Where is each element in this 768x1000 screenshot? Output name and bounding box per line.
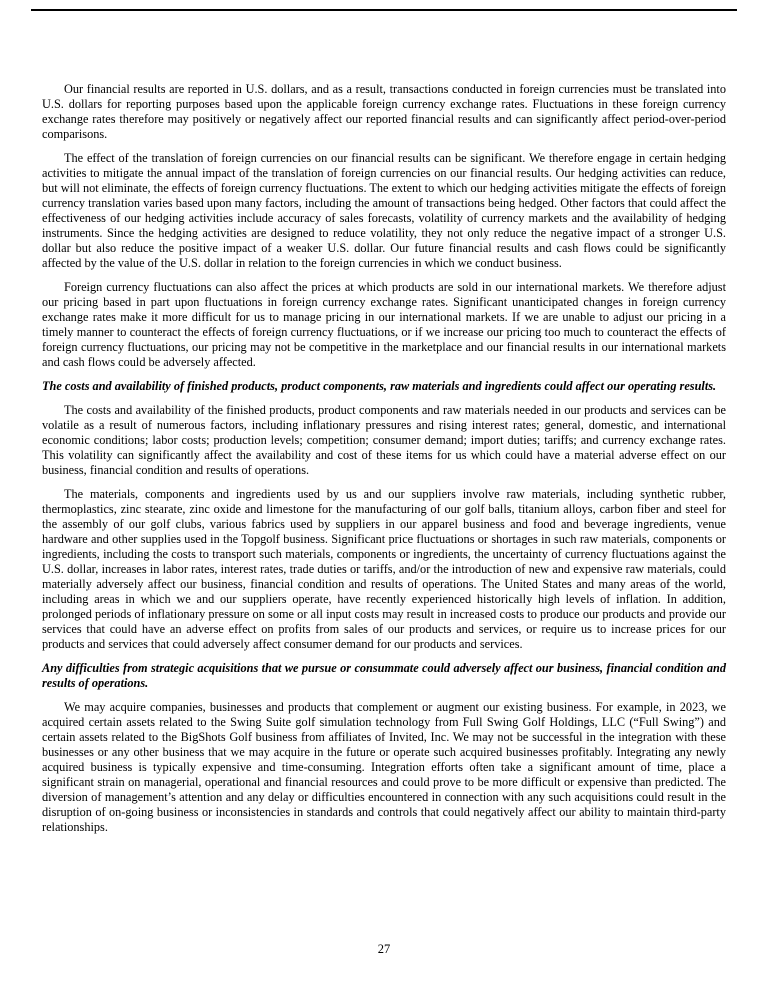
paragraph-financial-results-us-dollars: Our financial results are reported in U.S. dollars, and as a result, transactions conducted in foreign currencies must be translated into U.S. dollars for reporting purposes based upon the applicable foreign currency exchange rates. Fluctuations in these foreign currency exchange rates therefore may positively or negatively affect our reported financial results and can significantly affect period-over-period comparisons. [42, 82, 726, 141]
page-top-rule [31, 9, 737, 11]
paragraph-acquisitions-integration: We may acquire companies, businesses and products that complement or augment our existing business. For example, in 2023, we acquired certain assets related to the Swing Suite golf simulation technology from Full Swing Golf Holdings, LLC (“Full Swing”) and certain assets related to the BigShots Golf business from affiliates of Invited, Inc. We may not be successful in the integration with these businesses or any other business that we may acquire in the future or operate such acquired businesses profitably. Integrating any newly acquired business is typically expensive and time-consuming. Integration efforts often take a significant amount of time, place a significant strain on managerial, operational and financial resources and could prove to be more difficult or expensive than predicted. The diversion of management’s attention and any delay or difficulties encountered in connection with any such acquisitions could result in the disruption of on-going business or inconsistencies in standards and controls that could negatively affect our ability to maintain third-party relationships. [42, 700, 726, 834]
paragraph-translation-hedging-activities: The effect of the translation of foreign currencies on our financial results can be significant. We therefore engage in certain hedging activities to mitigate the annual impact of the translation of foreign currencies on our financial results. Our hedging activities can reduce, but will not eliminate, the effects of foreign currency fluctuations. The extent to which our hedging activities mitigate the effects of foreign currency translation varies based upon many factors, including the amount of transactions being hedged. Other factors that could affect the effectiveness of our hedging activities include accuracy of sales forecasts, volatility of currency markets and the availability of hedging instruments. Since the hedging activities are designed to reduce volatility, they not only reduce the negative impact of a stronger U.S. dollar but also reduce the positive impact of a weaker U.S. dollar. Our future financial results and cash flows could be significantly affected by the value of the U.S. dollar in relation to the foreign currencies in which we conduct business. [42, 151, 726, 270]
risk-heading-strategic-acquisitions: Any difficulties from strategic acquisitions that we pursue or consummate could adversely affect our business, financial condition and results of operations. [42, 661, 726, 690]
paragraph-currency-fluctuations-pricing: Foreign currency fluctuations can also affect the prices at which products are sold in our international markets. We therefore adjust our pricing based in part upon fluctuations in foreign currency exchange rates. Significant unanticipated changes in foreign currency exchange rates make it more difficult for us to manage pricing in our international markets. If we are unable to adjust our pricing in a timely manner to counteract the effects of foreign currency fluctuations, or if we increase our pricing too much to counteract the effects of foreign currency fluctuations, our pricing may not be competitive in the marketplace and our financial results in our international markets and cash flows could be adversely affected. [42, 280, 726, 369]
paragraph-costs-availability-volatility: The costs and availability of the finished products, product components and raw materials needed in our products and services can be volatile as a result of numerous factors, including inflationary pressures and rising interest rates; general, domestic, and international economic conditions; labor costs; production levels; competition; consumer demand; import duties; tariffs; and currency exchange rates. This volatility can significantly affect the availability and cost of these items for us which could have a material adverse effect on our business, financial condition and results of operations. [42, 403, 726, 477]
page-number: 27 [377, 942, 391, 956]
risk-heading-costs-availability: The costs and availability of finished products, product components, raw materials and ingredients could affect our operating results. [42, 379, 717, 393]
paragraph-materials-components-ingredients: The materials, components and ingredients used by us and our suppliers involve raw materials, including synthetic rubber, thermoplastics, zinc stearate, zinc oxide and limestone for the manufacturing of our golf balls, titanium alloys, carbon fiber and steel for the assembly of our golf clubs, various fabrics used by suppliers in our apparel business and food and beverage ingredients, venue hardware and other supplies used in the Topgolf business. Significant price fluctuations or shortages in such raw materials, components or ingredients, including the costs to transport such materials, components or ingredients, the uncertainty of currency fluctuations against the U.S. dollar, increases in labor rates, interest rates, trade duties or tariffs, and/or the introduction of new and expensive raw materials, could materially adversely affect our business, financial condition and results of operations. The United States and many areas of the world, including areas in which we and our suppliers operate, have recently experienced historically high levels of inflation. In addition, prolonged periods of inflationary pressure on some or all input costs may result in increased costs to produce our products and provide our services that could have an adverse effect on profits from sales of our products and services, or require us to increase prices for our products and services that could adversely affect consumer demand for our products and services. [42, 487, 726, 651]
page-body [42, 82, 726, 844]
